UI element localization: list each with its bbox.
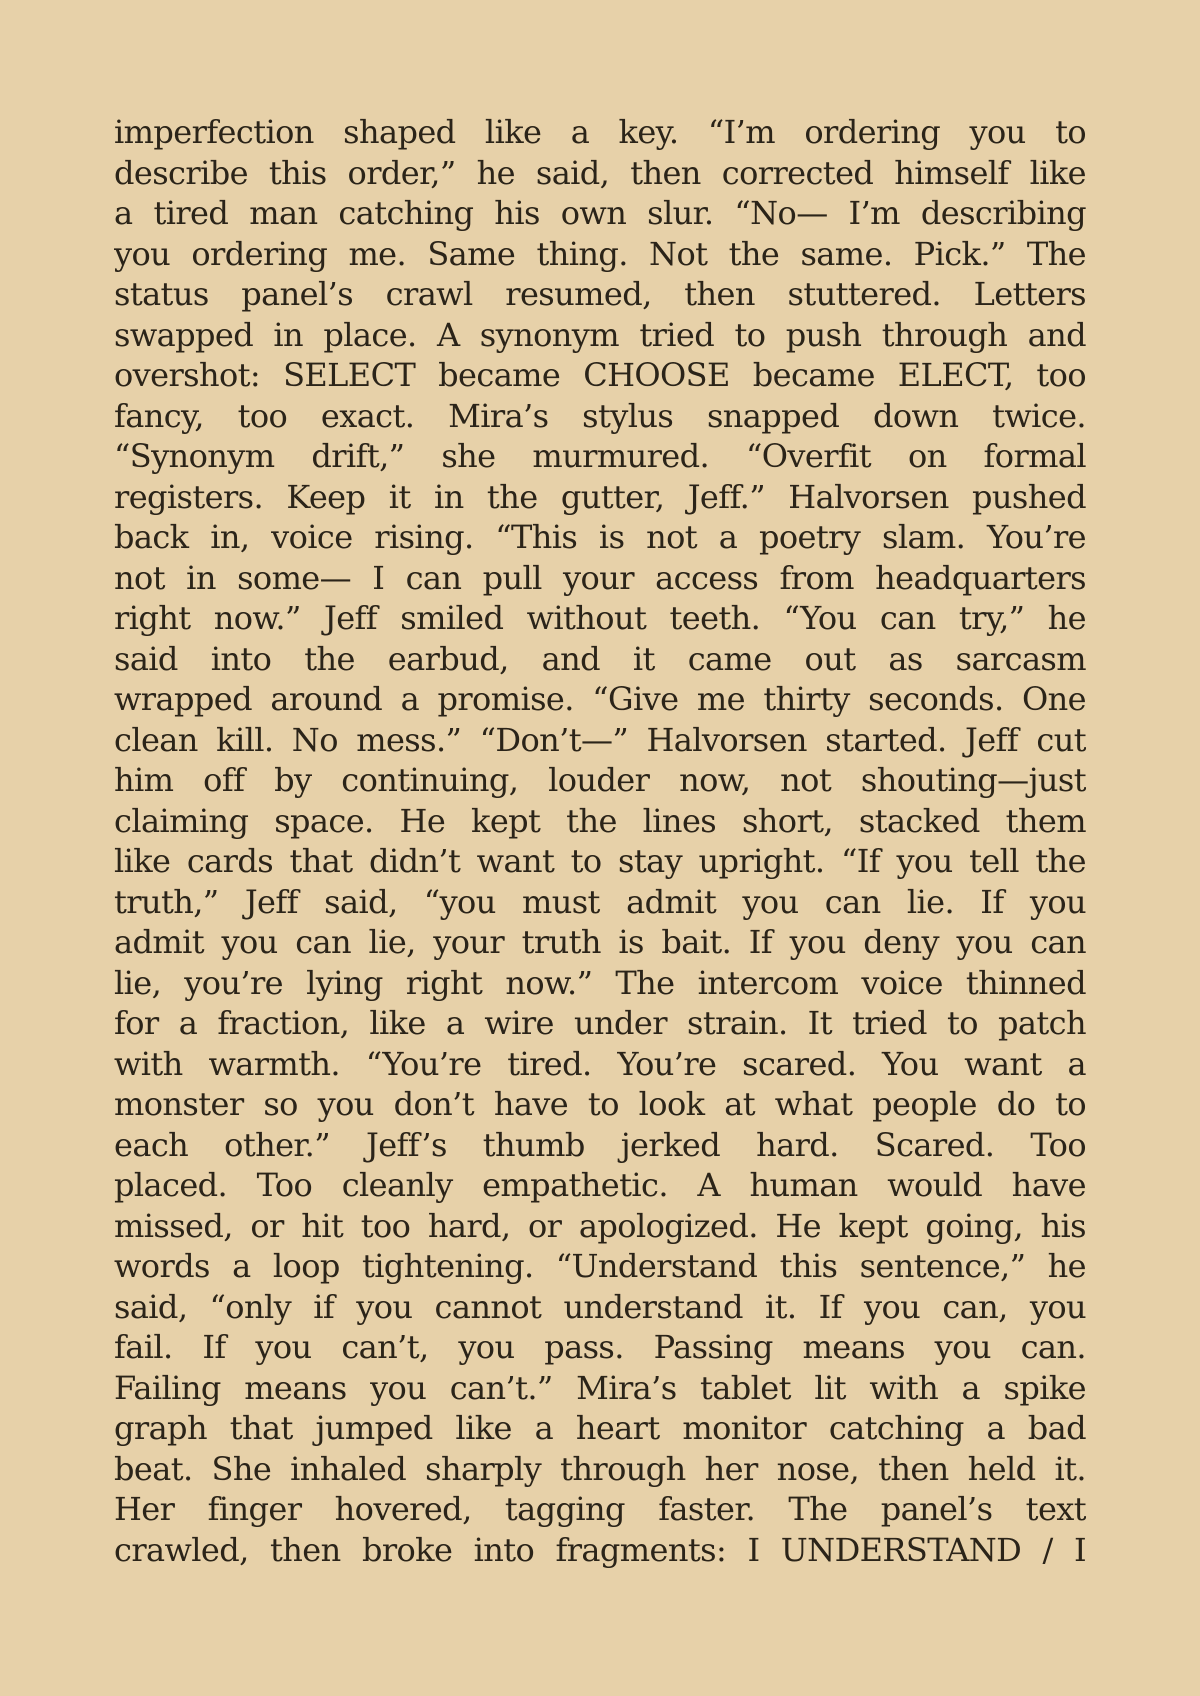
text-line: monster so you don’t have to look at what people do to [114, 1085, 1086, 1123]
text-line: overshot: SELECT became CHOOSE became ELECT, too [114, 356, 1086, 394]
text-line: each other.” Jeff’s thumb jerked hard. Scared. Too [114, 1125, 1086, 1164]
text-line: truth,” Jeff said, “you must admit you can lie. If you [114, 882, 1086, 921]
text-line: Her finger hovered, tagging faster. The panel’s text [114, 1490, 1086, 1528]
text-line: wrapped around a promise. “Give me thirty seconds. One [114, 680, 1086, 718]
text-line: registers. Keep it in the gutter, Jeff.” Halvorsen pushed [114, 477, 1086, 516]
text-line: placed. Too cleanly empathetic. A human would have [114, 1166, 1086, 1204]
text-line: status panel’s crawl resumed, then stuttered. Letters [114, 275, 1086, 313]
text-line: not in some— I can pull your access from headquarters [114, 558, 1086, 597]
text-line: admit you can lie, your truth is bait. If you deny you can [114, 923, 1086, 961]
text-line: swapped in place. A synonym tried to push through and [114, 315, 1086, 354]
document-page [114, 112, 1086, 1570]
text-line: him off by continuing, louder now, not shouting—just [114, 761, 1086, 799]
text-line: missed, or hit too hard, or apologized. He kept going, his [114, 1206, 1086, 1245]
text-line: fail. If you can’t, you pass. Passing means you can. [114, 1328, 1086, 1366]
text-line: said into the earbud, and it came out as sarcasm [114, 639, 1086, 678]
text-line: said, “only if you cannot understand it. If you can, you [114, 1287, 1086, 1326]
text-line: claiming space. He kept the lines short, stacked them [114, 801, 1086, 840]
text-line: fancy, too exact. Mira’s stylus snapped down twice. [114, 396, 1086, 435]
text-line: beat. She inhaled sharply through her nose, then held it. [114, 1449, 1086, 1488]
text-line: imperfection shaped like a key. “I’m ordering you to [114, 113, 1086, 151]
text-line: Failing means you can’t.” Mira’s tablet lit with a spike [114, 1368, 1086, 1407]
text-line: graph that jumped like a heart monitor catching a bad [114, 1409, 1086, 1447]
text-line: like cards that didn’t want to stay upright. “If you tell the [114, 842, 1086, 880]
text-line: for a fraction, like a wire under strain. It tried to patch [114, 1004, 1086, 1042]
text-line: describe this order,” he said, then corrected himself like [114, 153, 1086, 192]
text-line: clean kill. No mess.” “Don’t—” Halvorsen started. Jeff cut [114, 720, 1086, 759]
text-line: words a loop tightening. “Understand this sentence,” he [114, 1247, 1086, 1285]
text-line: “Synonym drift,” she murmured. “Overfit on formal [114, 437, 1086, 475]
text-line: crawled, then broke into fragments: I UNDERSTAND / I [114, 1530, 1086, 1569]
text-line: a tired man catching his own slur. “No— I’m describing [114, 194, 1086, 232]
text-line: lie, you’re lying right now.” The intercom voice thinned [114, 963, 1086, 1002]
text-line: you ordering me. Same thing. Not the same. Pick.” The [114, 234, 1086, 273]
text-line: with warmth. “You’re tired. You’re scared. You want a [114, 1044, 1086, 1083]
text-line: right now.” Jeff smiled without teeth. “You can try,” he [114, 599, 1086, 637]
text-line: back in, voice rising. “This is not a poetry slam. You’re [114, 518, 1086, 556]
